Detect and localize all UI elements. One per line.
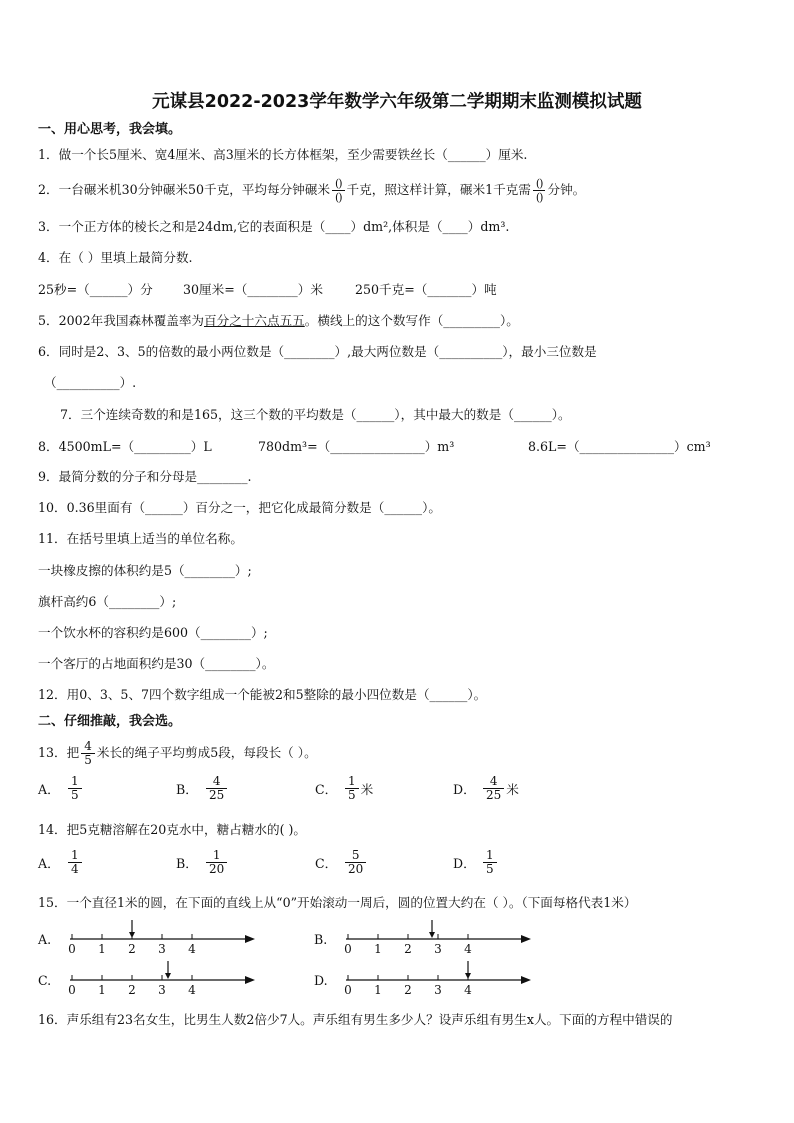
number-line-tick-label: 3 bbox=[158, 942, 166, 956]
number-line-tick-label: 4 bbox=[188, 942, 196, 956]
question-12: 12．用0、3、5、7四个数字组成一个能被2和5整除的最小四位数是（______）。 bbox=[38, 687, 487, 702]
question-11-line-2: 旗杆高约6（________）; bbox=[38, 594, 177, 609]
option-label: B． bbox=[176, 856, 198, 871]
question-2-fraction-2 bbox=[533, 177, 546, 204]
fraction-numerator: 4 bbox=[206, 775, 227, 789]
position-arrow-head bbox=[129, 932, 135, 938]
question-15-option-a-label: A. bbox=[38, 932, 52, 947]
position-arrow-head bbox=[165, 973, 171, 979]
question-11-line-1: 一块橡皮擦的体积约是5（________）; bbox=[38, 563, 252, 578]
fraction-numerator: 5 bbox=[345, 849, 366, 863]
question-6-line-1: 6．同时是2、3、5的倍数的最小两位数是（________）,最大两位数是（__________），最小三位数是 bbox=[38, 344, 597, 359]
question-14-option-b[interactable] bbox=[176, 849, 229, 876]
number-line-arrowhead bbox=[245, 935, 255, 943]
option-unit: 米 bbox=[360, 782, 374, 797]
question-8-item-b: 780dm³=（_______________）m³ bbox=[258, 439, 455, 454]
fraction-numerator: 1 bbox=[206, 849, 227, 863]
question-13-option-b[interactable] bbox=[176, 775, 229, 802]
fraction-denominator: 5 bbox=[486, 862, 494, 876]
question-15-option-d-label: D. bbox=[314, 973, 328, 988]
question-15-option-b-label: B. bbox=[314, 932, 328, 947]
question-13-option-d[interactable] bbox=[453, 775, 519, 802]
question-15-option-b-number-line[interactable] bbox=[336, 918, 536, 964]
number-line-tick-label: 3 bbox=[158, 983, 166, 997]
page-title: 元谋县2022-2023学年数学六年级第二学期期末监测模拟试题 bbox=[152, 92, 642, 112]
number-line-tick-label: 1 bbox=[374, 983, 382, 997]
fraction-denominator: () bbox=[535, 191, 543, 204]
position-arrow-head bbox=[465, 973, 471, 979]
number-line-tick-label: 4 bbox=[464, 942, 472, 956]
question-2-text-a: 2．一台碾米机30分钟碾米50千克，平均每分钟碾米 bbox=[38, 182, 330, 197]
number-line-arrowhead bbox=[521, 935, 531, 943]
fraction-denominator: 20 bbox=[348, 862, 364, 876]
fraction-numerator: 1 bbox=[68, 849, 82, 863]
option-fraction bbox=[483, 849, 497, 876]
question-11: 11．在括号里填上适当的单位名称。 bbox=[38, 531, 243, 546]
number-line-tick-label: 2 bbox=[404, 983, 412, 997]
fraction-denominator: 5 bbox=[84, 753, 92, 767]
section-1-heading: 一、用心思考，我会填。 bbox=[38, 122, 182, 137]
question-2-text-c: 分钟。 bbox=[547, 182, 586, 197]
fraction-numerator: 1 bbox=[483, 849, 497, 863]
option-fraction bbox=[345, 775, 359, 802]
number-line-tick-label: 2 bbox=[128, 983, 136, 997]
fraction-denominator: 25 bbox=[209, 788, 225, 802]
option-label: C． bbox=[315, 856, 338, 871]
fraction-denominator: 5 bbox=[71, 788, 79, 802]
question-15-option-d-number-line[interactable] bbox=[336, 959, 536, 1005]
question-9: 9．最简分数的分子和分母是________. bbox=[38, 469, 252, 484]
question-11-line-4: 一个客厅的占地面积约是30（________）。 bbox=[38, 656, 275, 671]
question-5-text-a: 5．2002年我国森林覆盖率为 bbox=[38, 313, 205, 328]
question-10: 10．0.36里面有（______）百分之一，把它化成最简分数是（______）。 bbox=[38, 500, 441, 515]
question-14-option-d[interactable] bbox=[453, 849, 499, 876]
question-2-fraction-1 bbox=[332, 177, 345, 204]
question-4: 4．在（ ）里填上最简分数. bbox=[38, 250, 193, 265]
question-4-item-a: 25秒=（______）分 bbox=[38, 282, 153, 297]
question-6-line-2: （__________）. bbox=[44, 375, 137, 390]
number-line-tick-label: 1 bbox=[98, 983, 106, 997]
fraction-denominator: () bbox=[334, 191, 342, 204]
fraction-numerator: 1 bbox=[345, 775, 359, 789]
option-fraction bbox=[483, 775, 504, 802]
number-line-tick-label: 0 bbox=[344, 942, 352, 956]
number-line-tick-label: 4 bbox=[464, 983, 472, 997]
question-2-text-b: 千克，照这样计算，碾米1千克需 bbox=[346, 182, 531, 197]
fraction-denominator: 20 bbox=[209, 862, 225, 876]
option-label: A． bbox=[38, 782, 60, 797]
fraction-denominator: 4 bbox=[71, 862, 79, 876]
option-label: D． bbox=[453, 782, 476, 797]
number-line-tick-label: 0 bbox=[68, 983, 76, 997]
fraction-denominator: 25 bbox=[486, 788, 502, 802]
number-line-tick-label: 2 bbox=[128, 942, 136, 956]
question-8-item-c: 8.6L=（_______________）cm³ bbox=[528, 439, 711, 454]
question-5 bbox=[38, 312, 519, 330]
option-unit: 米 bbox=[506, 782, 519, 797]
question-15-option-c-number-line[interactable] bbox=[60, 959, 260, 1005]
number-line-tick-label: 2 bbox=[404, 942, 412, 956]
option-label: D． bbox=[453, 856, 476, 871]
number-line-arrowhead bbox=[245, 976, 255, 984]
number-line-tick-label: 3 bbox=[434, 983, 442, 997]
question-15: 15．一个直径1米的圆，在下面的直线上从“0”开始滚动一周后，圆的位置大约在（ ）。（下面每格代表1米） bbox=[38, 895, 637, 910]
question-13-option-c[interactable] bbox=[315, 775, 373, 802]
number-line-tick-label: 0 bbox=[344, 983, 352, 997]
question-13-option-a[interactable] bbox=[38, 775, 84, 802]
question-15-option-a-number-line[interactable] bbox=[60, 918, 260, 964]
question-5-underlined-number: 百分之十六点五五 bbox=[204, 313, 305, 328]
option-fraction bbox=[206, 775, 227, 802]
question-11-line-3: 一个饮水杯的容积约是600（________）; bbox=[38, 625, 268, 640]
option-label: B． bbox=[176, 782, 198, 797]
question-13-fraction bbox=[81, 740, 95, 767]
fraction-numerator: 4 bbox=[483, 775, 504, 789]
number-line-tick-label: 4 bbox=[188, 983, 196, 997]
fraction-numerator: () bbox=[332, 177, 345, 191]
option-label: A． bbox=[38, 856, 60, 871]
question-8-item-a: 8．4500mL=（_________）L bbox=[38, 439, 212, 454]
question-14-option-c[interactable] bbox=[315, 849, 368, 876]
question-2 bbox=[38, 172, 585, 208]
question-13 bbox=[38, 736, 317, 770]
fraction-numerator: 1 bbox=[68, 775, 82, 789]
question-13-text-b: 米长的绳子平均剪成5段，每段长（ ）。 bbox=[96, 745, 317, 760]
option-fraction bbox=[68, 775, 82, 802]
question-15-option-c-label: C. bbox=[38, 973, 52, 988]
question-16: 16．声乐组有23名女生，比男生人数2倍少7人。声乐组有男生多少人？设声乐组有男生x人。下面的方程中错误的 bbox=[38, 1012, 673, 1027]
option-fraction bbox=[206, 849, 227, 876]
question-14: 14．把5克糖溶解在20克水中，糖占糖水的( )。 bbox=[38, 822, 306, 837]
number-line-arrowhead bbox=[521, 976, 531, 984]
fraction-denominator: 5 bbox=[348, 788, 356, 802]
option-fraction bbox=[345, 849, 366, 876]
fraction-numerator: 4 bbox=[81, 740, 95, 754]
question-4-item-c: 250千克=（_______）吨 bbox=[355, 282, 497, 297]
question-1: 1．做一个长5厘米、宽4厘米、高3厘米的长方体框架，至少需要铁丝长（______）厘米. bbox=[38, 147, 528, 162]
fraction-numerator: () bbox=[533, 177, 546, 191]
section-2-heading: 二、仔细推敲，我会选。 bbox=[38, 714, 182, 729]
number-line-tick-label: 1 bbox=[98, 942, 106, 956]
number-line-tick-label: 0 bbox=[68, 942, 76, 956]
question-13-text-a: 13．把 bbox=[38, 745, 80, 760]
number-line-tick-label: 1 bbox=[374, 942, 382, 956]
position-arrow-head bbox=[429, 932, 435, 938]
question-14-option-a[interactable] bbox=[38, 849, 84, 876]
number-line-tick-label: 3 bbox=[434, 942, 442, 956]
option-fraction bbox=[68, 849, 82, 876]
question-3: 3．一个正方体的棱长之和是24dm,它的表面积是（____）dm²,体积是（____）dm³. bbox=[38, 219, 510, 234]
question-5-text-b: 。横线上的这个数写作（_________）。 bbox=[304, 313, 519, 328]
question-4-item-b: 30厘米=（________）米 bbox=[183, 282, 323, 297]
option-label: C． bbox=[315, 782, 338, 797]
question-7: 7．三个连续奇数的和是165，这三个数的平均数是（______），其中最大的数是（______）。 bbox=[60, 407, 571, 422]
